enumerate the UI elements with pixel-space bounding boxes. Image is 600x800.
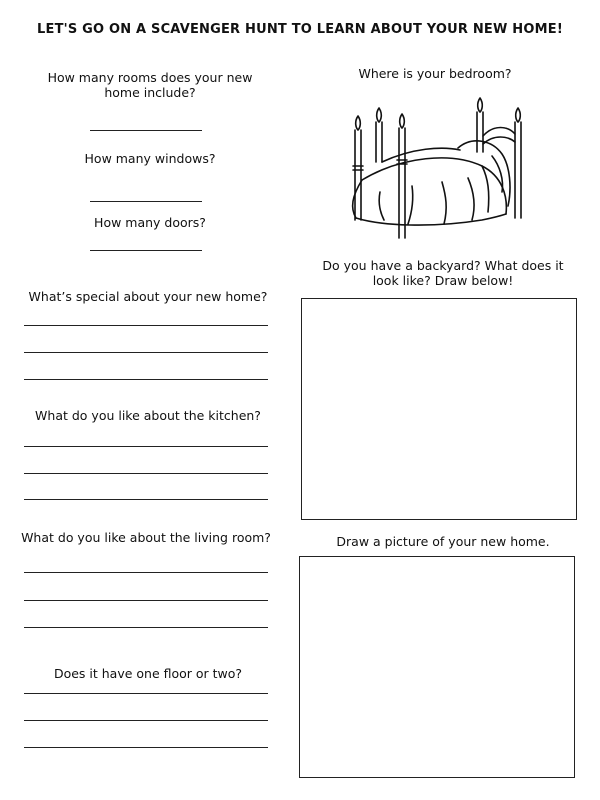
question-kitchen: What do you like about the kitchen? [35,408,261,423]
answer-line-kitchen-2[interactable] [24,473,268,474]
question-windows: How many windows? [84,151,216,166]
answer-line-rooms[interactable] [90,130,202,131]
worksheet-title: LET'S GO ON A SCAVENGER HUNT TO LEARN ABOUT YOUR NEW HOME! [37,22,563,37]
question-rooms: How many rooms does your new home include? [47,70,253,100]
answer-line-floors-2[interactable] [24,720,268,721]
answer-line-living-room-1[interactable] [24,572,268,573]
answer-line-kitchen-3[interactable] [24,499,268,500]
question-bedroom: Where is your bedroom? [358,66,512,81]
answer-line-floors-3[interactable] [24,747,268,748]
answer-line-windows[interactable] [90,201,202,202]
answer-line-special-3[interactable] [24,379,268,380]
answer-line-living-room-2[interactable] [24,600,268,601]
question-special: What’s special about your new home? [28,289,268,304]
home-drawing-box[interactable] [299,556,575,778]
question-floors: Does it have one floor or two? [53,666,243,681]
answer-line-doors[interactable] [90,250,202,251]
question-doors: How many doors? [94,215,206,230]
answer-line-special-1[interactable] [24,325,268,326]
answer-line-floors-1[interactable] [24,693,268,694]
question-living-room: What do you like about the living room? [21,530,271,545]
question-backyard: Do you have a backyard? What does it look like? Draw below! [322,258,564,288]
answer-line-special-2[interactable] [24,352,268,353]
backyard-drawing-box[interactable] [301,298,577,520]
question-draw-home: Draw a picture of your new home. [336,534,550,549]
answer-line-living-room-3[interactable] [24,627,268,628]
bed-icon [342,96,532,246]
answer-line-kitchen-1[interactable] [24,446,268,447]
